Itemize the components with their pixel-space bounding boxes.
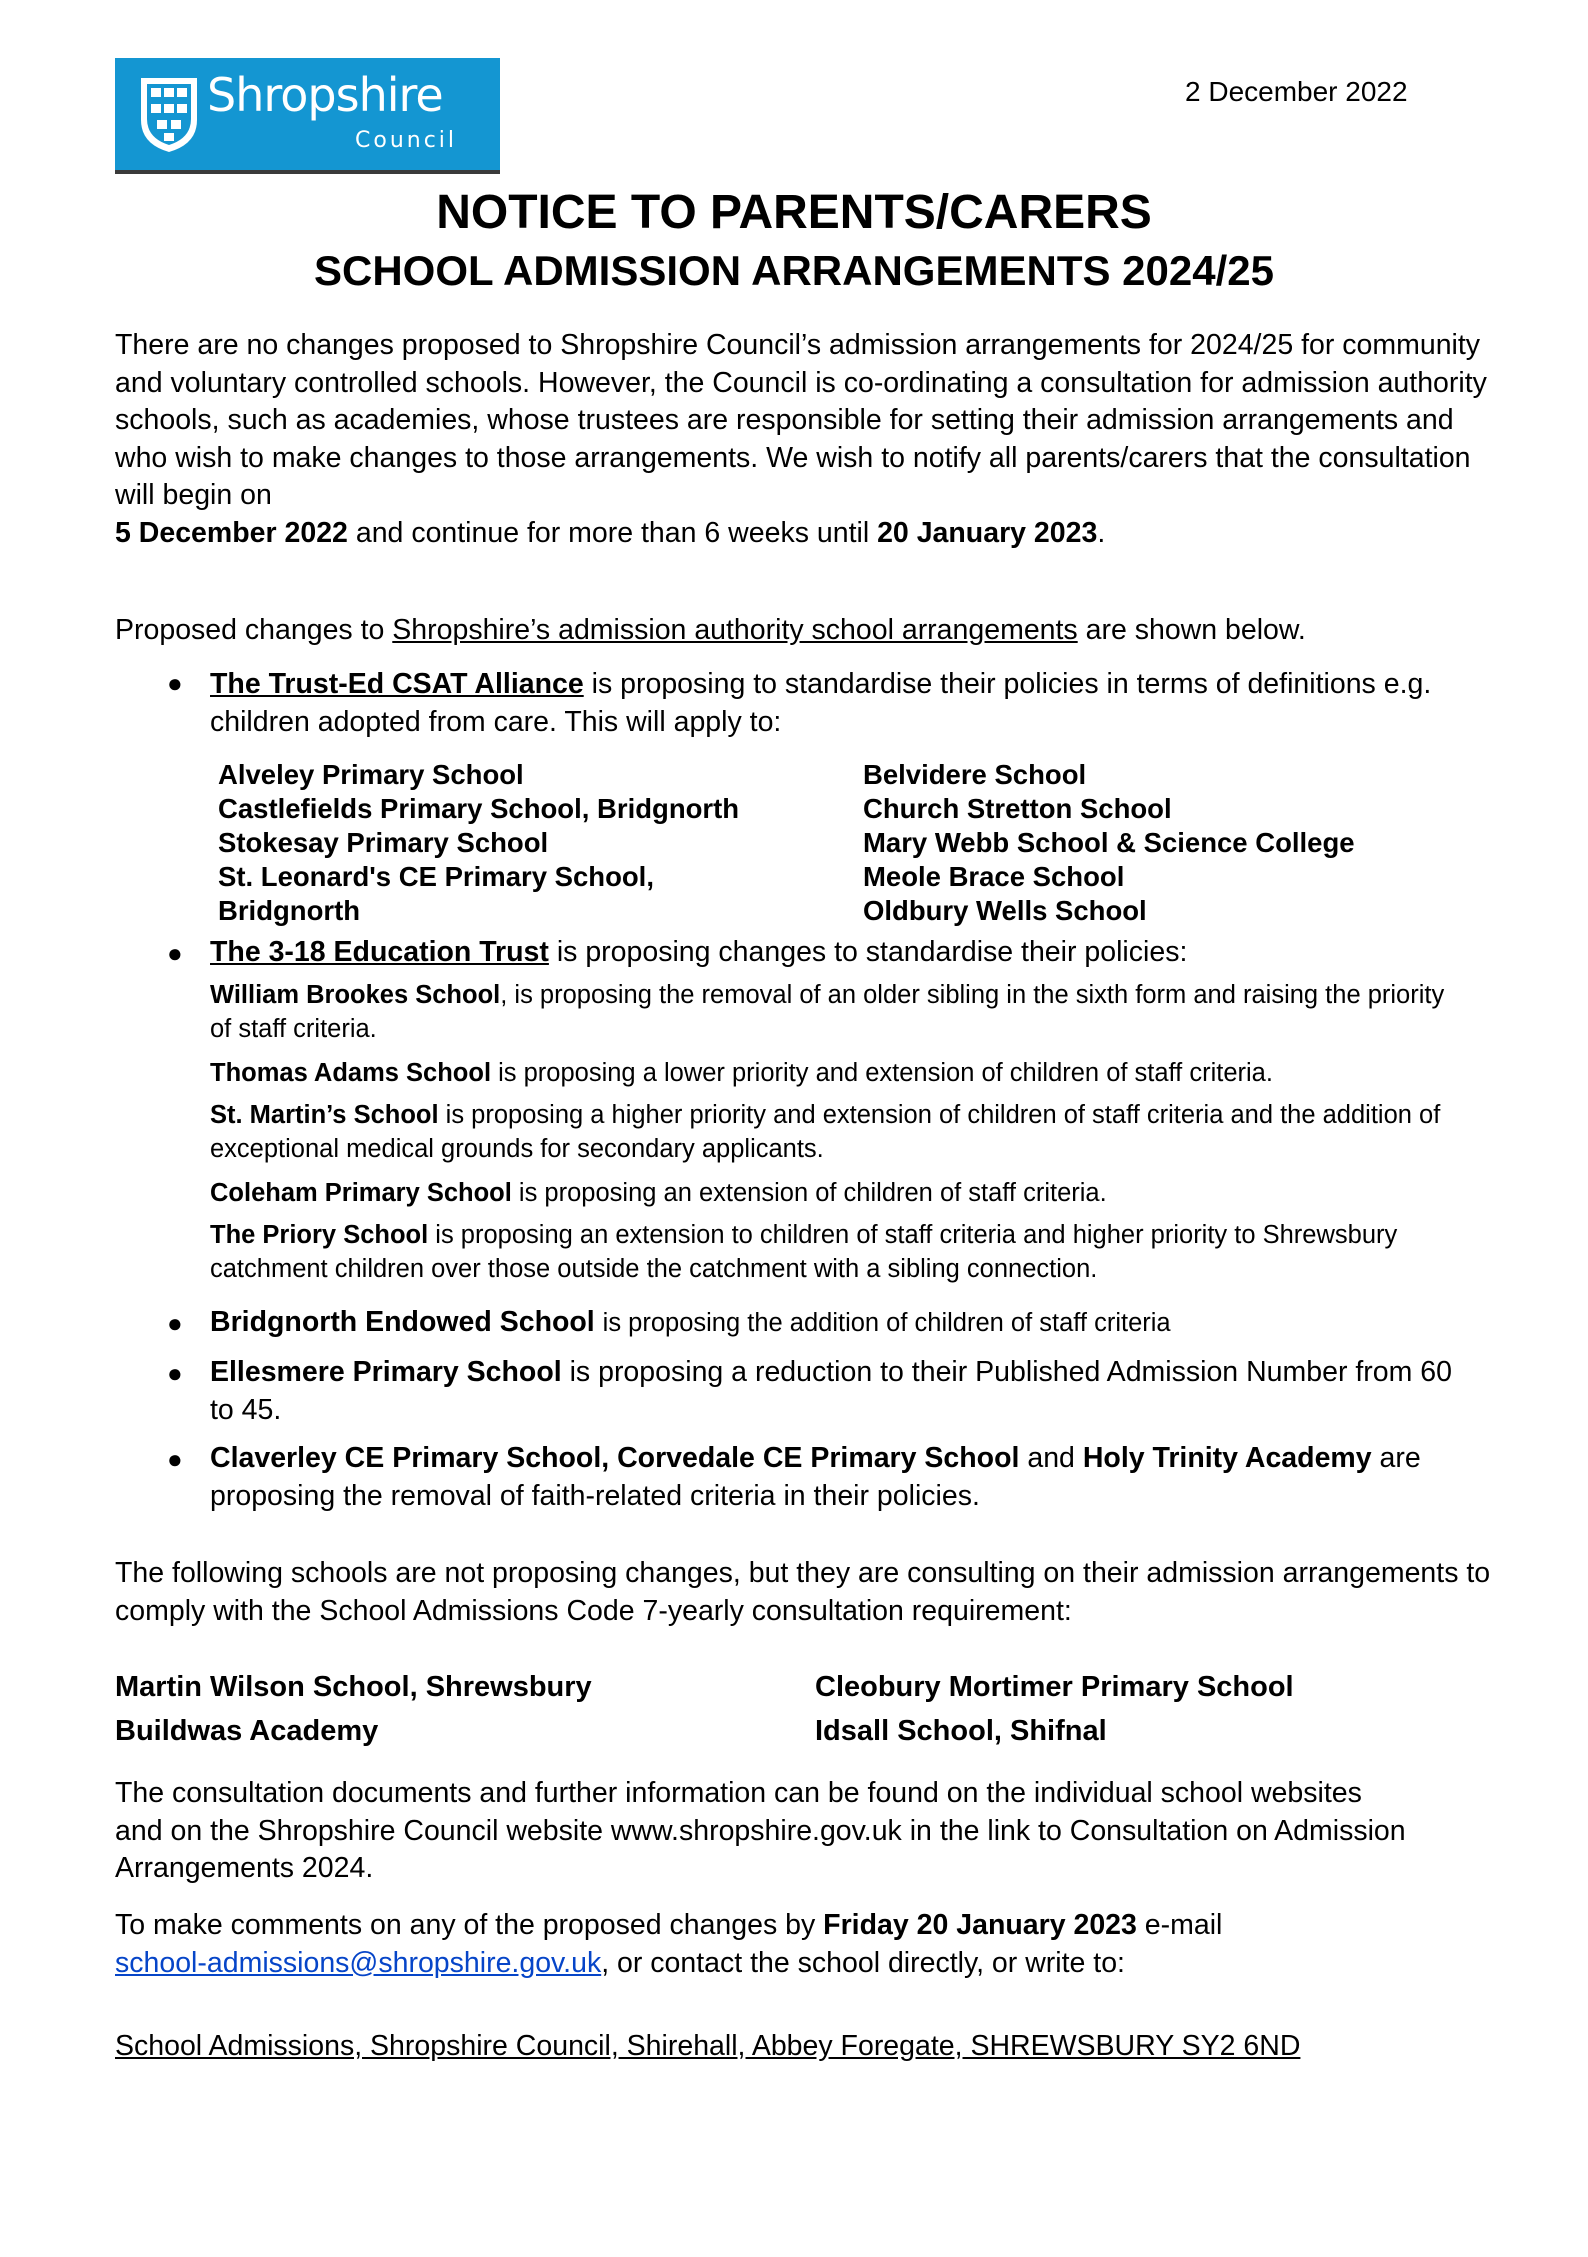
- school-name: Bridgnorth: [218, 895, 361, 926]
- trust-sub-item: [210, 1176, 1460, 1210]
- sub-school-text: is proposing an extension to children of staff criteria and higher priority to Shrewsbury catchment children over those outside the catchment with a sibling connection.: [210, 1221, 1398, 1283]
- comments-before: To make comments on any of the proposed changes by: [115, 1909, 816, 1941]
- sub-school-name: St. Martin’s School: [210, 1101, 439, 1129]
- documents-paragraph: The consultation documents and further information can be found on the individual school websites and on the Shropshire Council website www.shropshire.gov.uk in the link to Consultation on Admission Arrangements 2024.: [115, 1777, 1406, 1884]
- email-link[interactable]: school-admissions@shropshire.gov.uk: [115, 1946, 602, 1979]
- bullet1-text: is proposing to standardise their policies in terms of definitions e.g. children adopted from care. This will apply to:: [210, 668, 1432, 738]
- trust-ed-schools-left: [218, 758, 739, 928]
- comments-deadline: Friday 20 January 2023: [823, 1909, 1137, 1941]
- consultation-start-date: 5 December 2022: [115, 516, 348, 549]
- shield-crest-icon: [139, 74, 199, 154]
- trust-sub-item: [210, 978, 1460, 1046]
- comments-paragraph: [115, 1907, 1495, 1982]
- school-name: Martin Wilson School, Shrewsbury: [115, 1671, 592, 1703]
- bullet5-text: are proposing the removal of faith-related criteria in their policies.: [210, 1442, 1421, 1512]
- comments-end: , or contact the school directly, or write to:: [601, 1946, 1125, 1979]
- trust-sub-item: [210, 1056, 1460, 1090]
- school-name: Buildwas Academy: [115, 1715, 379, 1747]
- sub-school-name: The Priory School: [210, 1221, 429, 1249]
- trust-ed-schools-right: [863, 758, 1355, 928]
- sub-school-text: is proposing a lower priority and extension of children of staff criteria.: [491, 1059, 1273, 1087]
- proposed-after: are shown below.: [1085, 614, 1306, 646]
- school-name: Castlefields Primary School, Bridgnorth: [218, 793, 740, 824]
- school-name: St. Leonard's CE Primary School,: [218, 861, 654, 892]
- bullet2-text: is proposing changes to standardise their policies:: [556, 936, 1188, 968]
- claverley-corvedale-schools: Claverley CE Primary School, Corvedale CE Primary School: [210, 1442, 1020, 1474]
- bullet4-text: is proposing a reduction to their Published Admission Number from 60 to 45.: [210, 1356, 1452, 1426]
- trust-ed-link[interactable]: The Trust-Ed CSAT Alliance: [210, 668, 584, 700]
- bullet-dot: ●: [167, 1444, 183, 1474]
- sub-school-name: Thomas Adams School: [210, 1059, 492, 1087]
- bullet-dot: ●: [167, 1358, 183, 1388]
- proposed-before: Proposed changes to: [115, 614, 385, 646]
- holy-trinity-school: Holy Trinity Academy: [1082, 1442, 1372, 1474]
- no-change-schools-right: [815, 1665, 1294, 1753]
- bullet-dot: ●: [167, 938, 183, 968]
- school-name: Cleobury Mortimer Primary School: [815, 1671, 1294, 1703]
- no-change-schools-left: [115, 1665, 592, 1753]
- arrangements-link[interactable]: Shropshire’s admission authority school arrangements: [392, 614, 1078, 646]
- sub-school-name: William Brookes School: [210, 981, 501, 1009]
- school-name: Oldbury Wells School: [863, 895, 1147, 926]
- logo-subtitle: Council: [355, 128, 458, 153]
- intro-middle: and continue for more than 6 weeks until: [355, 516, 870, 549]
- school-name: Idsall School, Shifnal: [815, 1715, 1107, 1747]
- sub-school-text: , is proposing the removal of an older sibling in the sixth form and raising the priority of staff criteria.: [210, 981, 1445, 1043]
- bullet5-and: and: [1027, 1442, 1075, 1474]
- bullet-dot: ●: [167, 668, 183, 698]
- bullet3-text: is proposing the addition of children of staff criteria: [602, 1309, 1171, 1337]
- school-name: Belvidere School: [863, 759, 1087, 790]
- school-name: Alveley Primary School: [218, 759, 524, 790]
- notice-date: 2 December 2022: [1185, 76, 1408, 107]
- school-name: Church Stretton School: [863, 793, 1172, 824]
- proposed-changes-line: [115, 612, 1495, 650]
- comments-after: e-mail: [1144, 1909, 1223, 1941]
- intro-end: .: [1097, 516, 1106, 549]
- school-name: Stokesay Primary School: [218, 827, 549, 858]
- trust-sub-item: [210, 1218, 1460, 1286]
- consultation-end-date: 20 January 2023: [877, 516, 1098, 549]
- sub-school-text: is proposing an extension of children of staff criteria.: [511, 1179, 1107, 1207]
- ellesmere-school: Ellesmere Primary School: [210, 1356, 562, 1388]
- school-name: Mary Webb School & Science College: [863, 827, 1355, 858]
- notice-title: NOTICE TO PARENTS/CARERS: [436, 186, 1152, 239]
- sub-school-name: Coleham Primary School: [210, 1179, 512, 1207]
- sub-school-text: is proposing a higher priority and extension of children of staff criteria and the addition of exceptional medical grounds for secondary applicants.: [210, 1101, 1441, 1163]
- no-change-intro: The following schools are not proposing changes, but they are consulting on their admission arrangements to comply with the School Admissions Code 7-yearly consultation requirement:: [115, 1557, 1491, 1627]
- intro-text: There are no changes proposed to Shropshire Council’s admission arrangements for 2024/25 for community and voluntary controlled schools. However, the Council is co-ordinating a consultation for admission authority schools, such as academies, whose trustees are responsible for setting their admission arrangements and who wish to make changes to those arrangements. We wish to notify all parents/carers that the consultation will begin on: [115, 329, 1487, 511]
- education-trust-link[interactable]: The 3-18 Education Trust: [210, 936, 549, 968]
- bridgnorth-school: Bridgnorth Endowed School: [210, 1306, 595, 1338]
- shropshire-council-logo: [115, 58, 500, 170]
- intro-paragraph: [115, 327, 1495, 552]
- trust-sub-item: [210, 1098, 1460, 1166]
- logo-underline: [115, 170, 500, 174]
- logo-name: Shropshire: [207, 68, 443, 122]
- school-name: Meole Brace School: [863, 861, 1125, 892]
- bullet-dot: ●: [167, 1308, 183, 1338]
- postal-address: School Admissions, Shropshire Council, Shirehall, Abbey Foregate, SHREWSBURY SY2 6ND: [115, 2030, 1301, 2062]
- notice-subtitle: SCHOOL ADMISSION ARRANGEMENTS 2024/25: [314, 247, 1274, 294]
